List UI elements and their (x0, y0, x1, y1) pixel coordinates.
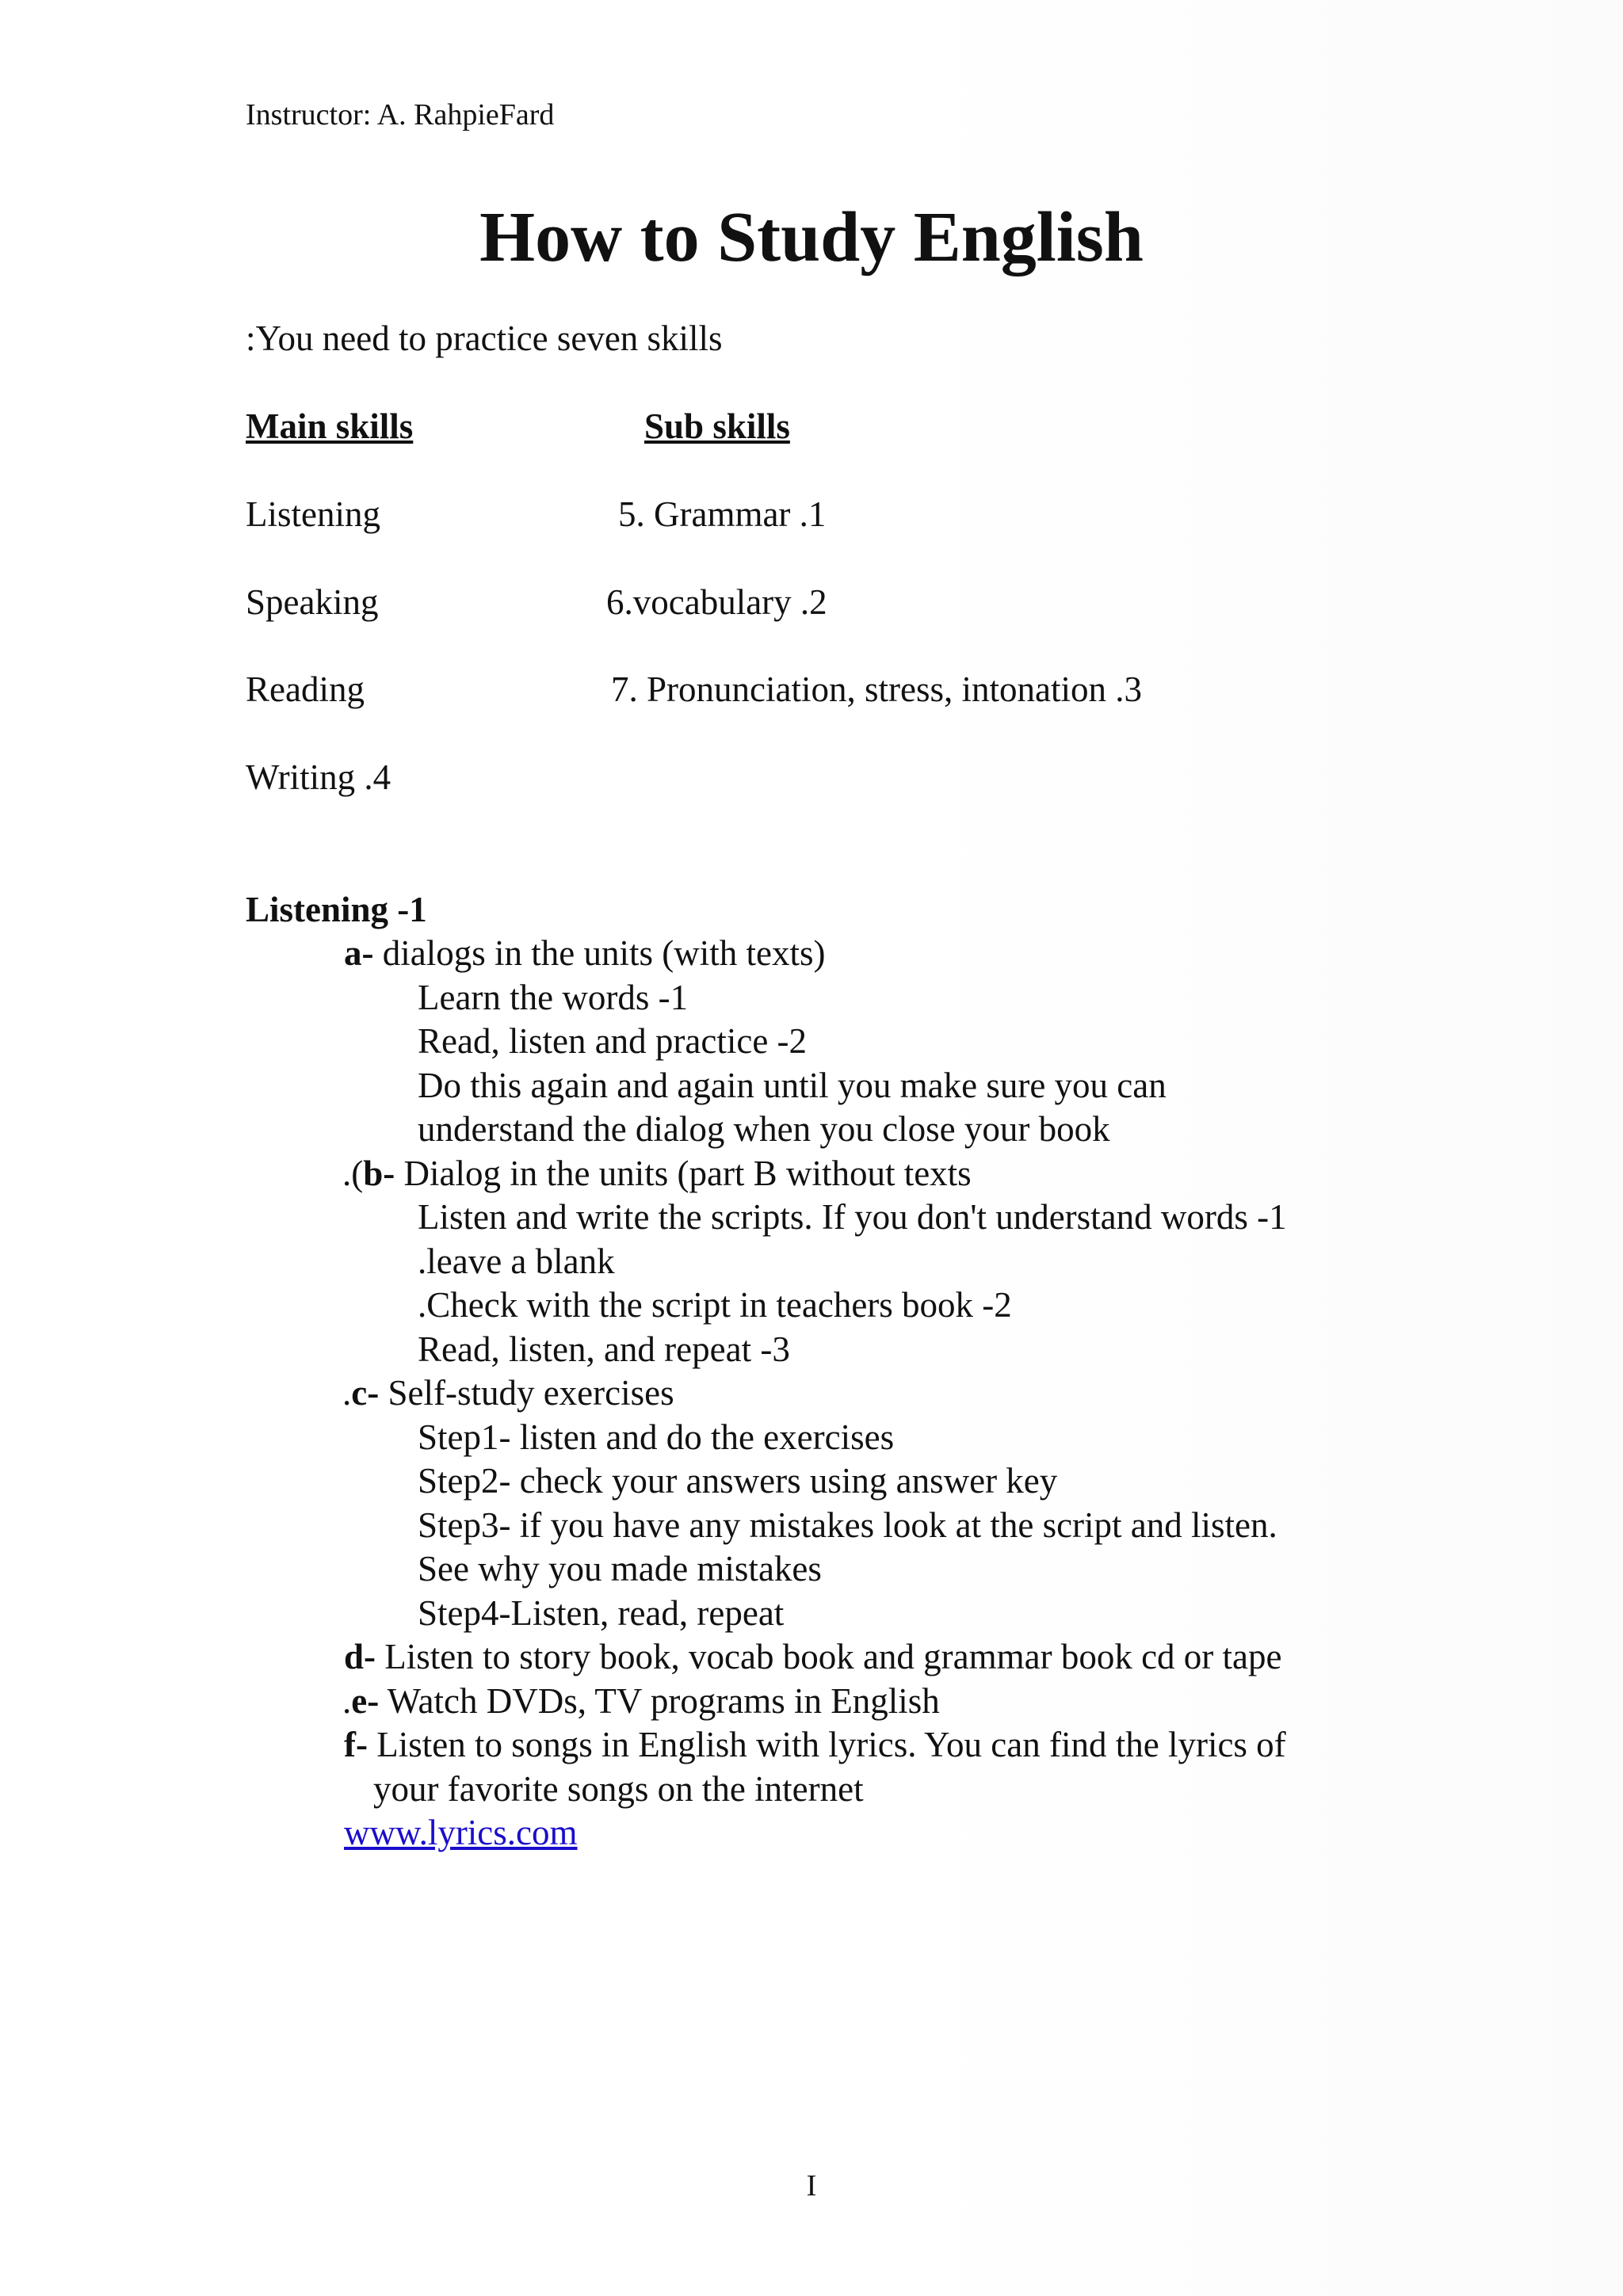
item-c-text: Self-study exercises (379, 1373, 674, 1413)
list-item-d (344, 1639, 1282, 1675)
item-c-step: Step1- listen and do the exercises (418, 1417, 895, 1457)
sub-skill-grammar: 5. Grammar .1 (618, 494, 827, 534)
item-d-text: Listen to story book, vocab book and grammar book cd or tape (376, 1637, 1282, 1676)
item-a-marker: a- (344, 933, 374, 973)
item-b-marker: b- (363, 1154, 395, 1193)
item-c-step: Step2- check your answers using answer key (418, 1461, 1058, 1501)
item-a-step: Read, listen and practice -2 (418, 1021, 808, 1061)
item-c-prefix: . (342, 1373, 352, 1413)
list-item-b (342, 1156, 972, 1192)
item-c-step: See why you made mistakes (418, 1549, 822, 1589)
item-e-prefix: . (342, 1681, 352, 1721)
item-b-step: .leave a blank (418, 1241, 615, 1281)
sub-skill-vocabulary: 6.vocabulary .2 (606, 582, 827, 622)
item-e-marker: e- (351, 1681, 380, 1721)
item-b-step: Read, listen, and repeat -3 (418, 1329, 790, 1369)
instructor-line: Instructor: A. RahpieFard (246, 98, 555, 132)
main-skill-writing: Writing .4 (246, 757, 391, 797)
item-a-step: Do this again and again until you make sure you can (418, 1066, 1167, 1105)
sub-skills-heading: Sub skills (644, 406, 790, 446)
item-a-step: Learn the words -1 (418, 978, 689, 1017)
list-item-f (344, 1727, 1286, 1763)
main-skill-reading: Reading (246, 669, 365, 709)
list-item-e (342, 1681, 940, 1721)
item-c-step: Step3- if you have any mistakes look at the script and listen. (418, 1505, 1277, 1545)
item-a-step: understand the dialog when you close your book (418, 1109, 1110, 1149)
item-f-marker: f- (344, 1725, 368, 1764)
item-c-step: Step4-Listen, read, repeat (418, 1593, 785, 1633)
item-b-text: Dialog in the units (part B without texts (395, 1154, 972, 1193)
sub-skill-pronunciation: 7. Pronunciation, stress, intonation .3 (611, 669, 1142, 709)
item-f-continuation: your favorite songs on the internet (373, 1769, 864, 1809)
list-item-a (344, 933, 826, 973)
main-skill-speaking: Speaking (246, 582, 379, 622)
item-a-text: dialogs in the units (with texts) (373, 933, 826, 973)
item-d-marker: d- (344, 1637, 376, 1676)
list-item-c (342, 1375, 674, 1411)
page-title: How to Study English (479, 198, 1144, 277)
item-b-step: .Check with the script in teachers book -2 (418, 1285, 1012, 1325)
lyrics-website-link[interactable]: www.lyrics.com (344, 1813, 578, 1852)
item-c-marker: c- (351, 1373, 380, 1413)
item-b-step: Listen and write the scripts. If you don't understand words -1 (418, 1197, 1287, 1237)
item-e-text: Watch DVDs, TV programs in English (379, 1681, 940, 1721)
item-f-text: Listen to songs in English with lyrics. You can find the lyrics of (367, 1725, 1286, 1764)
item-b-prefix: .( (342, 1154, 364, 1193)
intro-text: :You need to practice seven skills (246, 318, 723, 358)
main-skill-listening: Listening (246, 494, 380, 534)
page-number: I (806, 2169, 817, 2203)
main-skills-heading: Main skills (246, 406, 414, 446)
listening-section-heading: Listening -1 (246, 890, 427, 929)
